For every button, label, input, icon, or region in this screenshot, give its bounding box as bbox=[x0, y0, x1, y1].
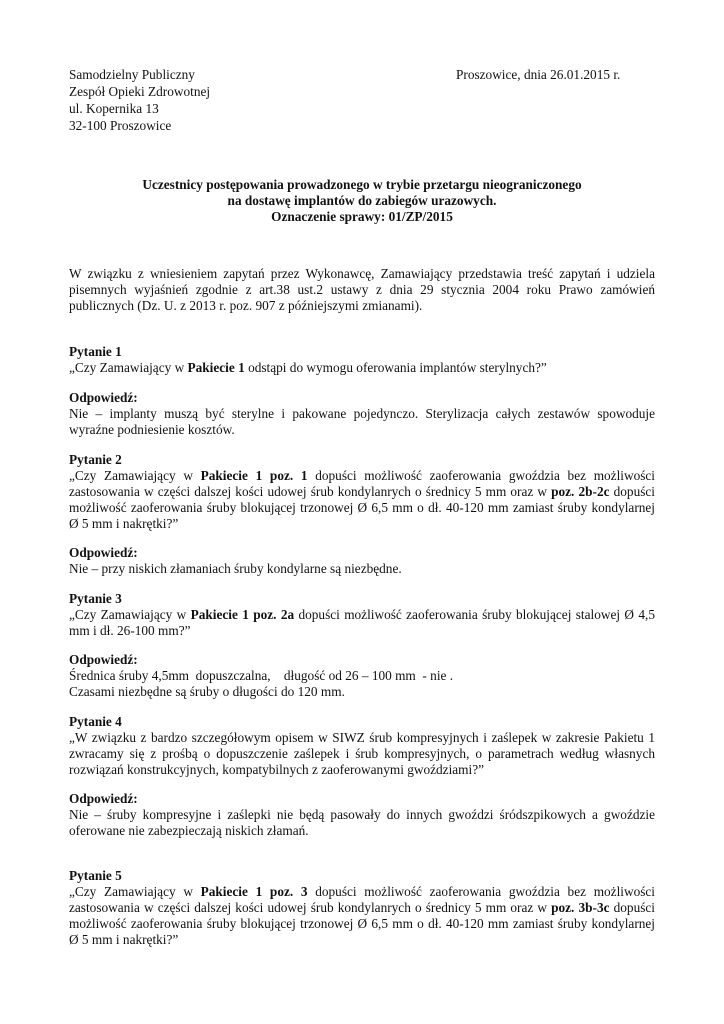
text-span: „Czy Zamawiający w bbox=[69, 884, 201, 899]
question-text: „W związku z bardzo szczegółowym opisem w SIWZ śrub kompresyjnych i zaślepek w zakresie Pakietu 1 zwracamy się z prośbą o dopuszczenie zaślepek i śrub kompresyjnych, o parametrach według własnych rozwiązań konstrukcyjnych, kompatybilnych z zaoferowanymi gwoździami?” bbox=[69, 730, 655, 777]
intro-paragraph: W związku z wniesieniem zapytań przez Wykonawcę, Zamawiający przedstawia treść zapytań i udziela pisemnych wyjaśnień zgodnie z art.38 ust.2 ustawy z dnia 29 stycznia 2004 roku Prawo zamówień publicznych (Dz. U. z 2013 r. poz. 907 z późniejszymi zmianami). bbox=[69, 266, 655, 313]
subject-heading bbox=[69, 177, 655, 225]
question-text bbox=[69, 607, 655, 639]
answer-line: Czasami niezbędne są śruby o długości do 120 mm. bbox=[69, 684, 345, 699]
question-label: Pytanie 3 bbox=[69, 591, 122, 606]
place-date: Proszowice, dnia 26.01.2015 r. bbox=[456, 67, 621, 82]
question-text bbox=[69, 468, 655, 532]
question-label: Pytanie 5 bbox=[69, 868, 122, 883]
text-span: odstąpi do wymogu oferowania implantów sterylnych?” bbox=[244, 360, 547, 375]
bold-span: poz. 3b-3c bbox=[551, 900, 610, 915]
question-5 bbox=[69, 868, 655, 948]
answer-1 bbox=[69, 390, 655, 438]
bold-span: Pakiecie 1 poz. 3 bbox=[200, 884, 308, 899]
answer-label: Odpowiedź: bbox=[69, 545, 138, 560]
answer-label: Odpowiedź: bbox=[69, 791, 138, 806]
bold-span: Pakiecie 1 bbox=[187, 360, 245, 375]
sender-line: ul. Kopernika 13 bbox=[69, 101, 159, 116]
text-span: dopuści możliwość zaoferowania gwoździa bez możliwości zastosowania w części dalszej kości udowej śrub kondylanrych o średnicy 5 mm oraz w bbox=[69, 468, 655, 499]
answer-text: Nie – przy niskich złamaniach śruby kondylarne są niezbędne. bbox=[69, 561, 402, 576]
answer-line: Średnica śruby 4,5mm dopuszczalna, długość od 26 – 100 mm - nie . bbox=[69, 668, 454, 683]
subject-line-2: na dostawę implantów do zabiegów urazowych. bbox=[227, 193, 497, 208]
answer-label: Odpowiedź: bbox=[69, 652, 138, 667]
sender-line: Samodzielny Publiczny bbox=[69, 67, 195, 82]
answer-2 bbox=[69, 545, 655, 577]
text-span: „Czy Zamawiający w bbox=[69, 607, 191, 622]
answer-text: Nie – śruby kompresyjne i zaślepki nie będą pasowały do innych gwoździ śródszpikowych a gwoździe oferowane nie zabezpieczają niskich złamań. bbox=[69, 807, 655, 838]
question-label: Pytanie 1 bbox=[69, 344, 122, 359]
bold-span: Pakiecie 1 poz. 2a bbox=[190, 607, 295, 622]
question-2 bbox=[69, 452, 655, 532]
question-4 bbox=[69, 714, 655, 778]
answer-3 bbox=[69, 652, 655, 700]
case-number: Oznaczenie sprawy: 01/ZP/2015 bbox=[271, 209, 453, 224]
answer-text: Nie – implanty muszą być sterylne i pakowane pojedynczo. Sterylizacja całych zestawów spowoduje wyraźne podniesienie kosztów. bbox=[69, 406, 655, 437]
text-span: dopuści możliwość zaoferowania gwoździa bez możliwości zastosowania w części dalszej kości udowej śrub kondylanrych o średnicy 5 mm oraz w bbox=[69, 884, 655, 915]
text-span: dopuści możliwość zaoferowania śruby blokującej trzonowej Ø 6,5 mm o dł. 40-120 mm zamiast śruby kondylarnej Ø 5 mm i nakrętki?” bbox=[69, 900, 655, 947]
bold-span: Pakiecie 1 poz. 1 bbox=[200, 468, 308, 483]
question-3 bbox=[69, 591, 655, 639]
question-label: Pytanie 2 bbox=[69, 452, 122, 467]
text-span: dopuści możliwość zaoferowania śruby blokującej trzonowej Ø 6,5 mm o dł. 40-120 mm zamiast śruby kondylarnej Ø 5 mm i nakrętki?” bbox=[69, 484, 655, 531]
question-text bbox=[69, 360, 655, 376]
sender-address bbox=[69, 67, 210, 135]
bold-span: poz. 2b-2c bbox=[551, 484, 610, 499]
answer-label: Odpowiedź: bbox=[69, 390, 138, 405]
text-span: „Czy Zamawiający w bbox=[69, 468, 201, 483]
question-1 bbox=[69, 344, 655, 376]
sender-line: Zespół Opieki Zdrowotnej bbox=[69, 84, 211, 99]
question-label: Pytanie 4 bbox=[69, 714, 122, 729]
question-text bbox=[69, 884, 655, 948]
text-span: „Czy Zamawiający w bbox=[69, 360, 188, 375]
subject-line-1: Uczestnicy postępowania prowadzonego w trybie przetargu nieograniczonego bbox=[142, 177, 582, 192]
answer-4 bbox=[69, 791, 655, 839]
text-span: dopuści możliwość zaoferowania śruby blokującej stalowej Ø 4,5 mm i dł. 26-100 mm?” bbox=[69, 607, 655, 638]
sender-line: 32-100 Proszowice bbox=[69, 118, 172, 133]
